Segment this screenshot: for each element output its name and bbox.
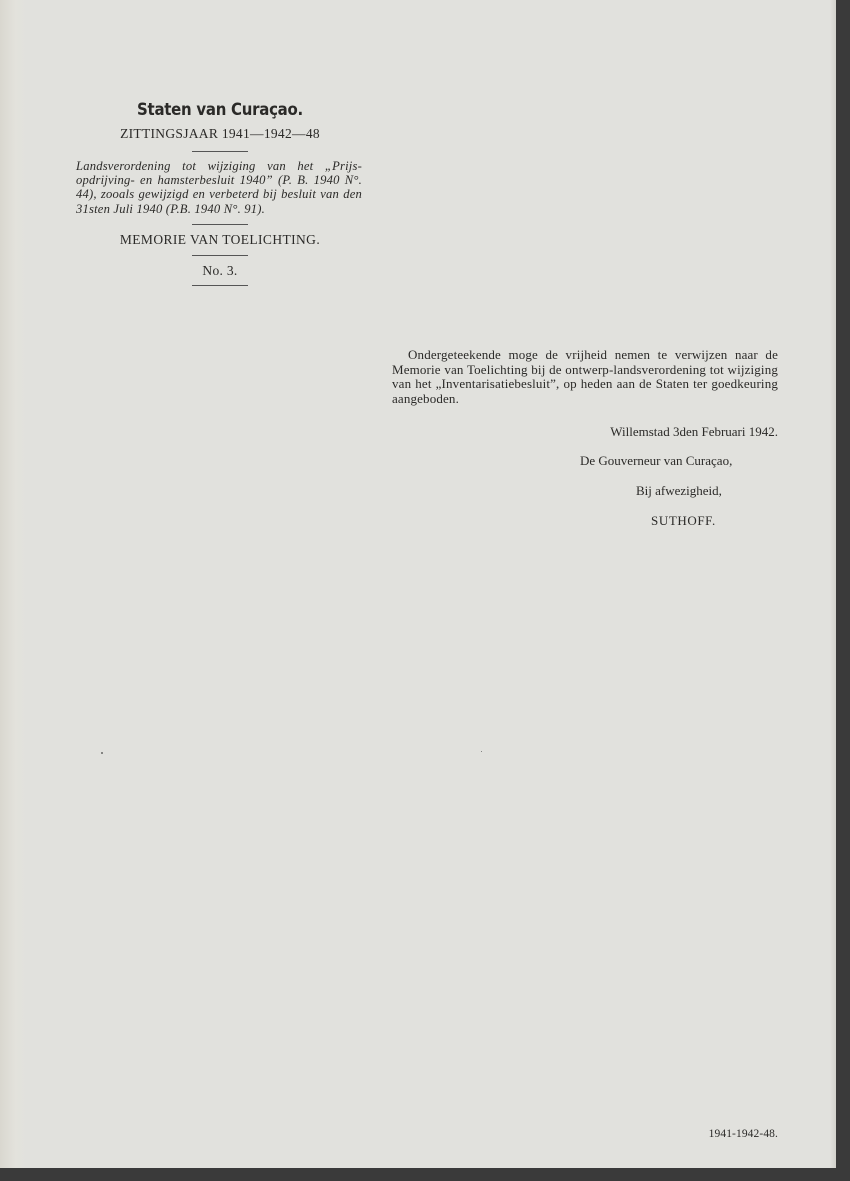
paper-speck bbox=[481, 751, 482, 752]
document-header bbox=[72, 100, 368, 286]
official-title: De Gouverneur van Curaçao, bbox=[580, 453, 733, 468]
document-type: MEMORIE VAN TOELICHTING. bbox=[119, 231, 321, 247]
page-right-edge bbox=[830, 0, 836, 1168]
document-title: Staten van Curaçao. bbox=[137, 100, 303, 120]
paper-speck bbox=[101, 752, 103, 754]
footer-reference: 1941-1942-48. bbox=[708, 1128, 778, 1140]
page-binding-edge bbox=[0, 0, 26, 1168]
session-year: ZITTINGSJAAR 1941—1942—48 bbox=[120, 126, 320, 141]
signatory-name: SUTHOFF. bbox=[651, 513, 716, 528]
divider-rule bbox=[192, 285, 248, 286]
body-paragraph: Ondergeteekende moge de vrijheid nemen te verwijzen naar de Memorie van Toelichting bij de ontwerp-landsverordening tot wijziging van het „Inventarisatiebesluit”, op heden aan de Staten ter goedkeuring aangeboden. bbox=[392, 347, 778, 406]
document-number: No. 3. bbox=[202, 262, 238, 278]
absence-note: Bij afwezigheid, bbox=[636, 483, 722, 498]
divider-rule bbox=[192, 151, 248, 152]
divider-rule bbox=[192, 255, 248, 256]
document-body bbox=[392, 347, 778, 528]
document-subject: Landsverordening tot wijziging van het „Prijs-opdrijving- en hamsterbesluit 1940” (P. B. 1940 N°. 44), zooals gewijzigd en verbeterd bij besluit van den 31sten Juli 1940 (P.B. 1940 N°. 91). bbox=[76, 159, 362, 216]
place-date: Willemstad 3den Februari 1942. bbox=[610, 424, 778, 439]
divider-rule bbox=[192, 224, 248, 225]
